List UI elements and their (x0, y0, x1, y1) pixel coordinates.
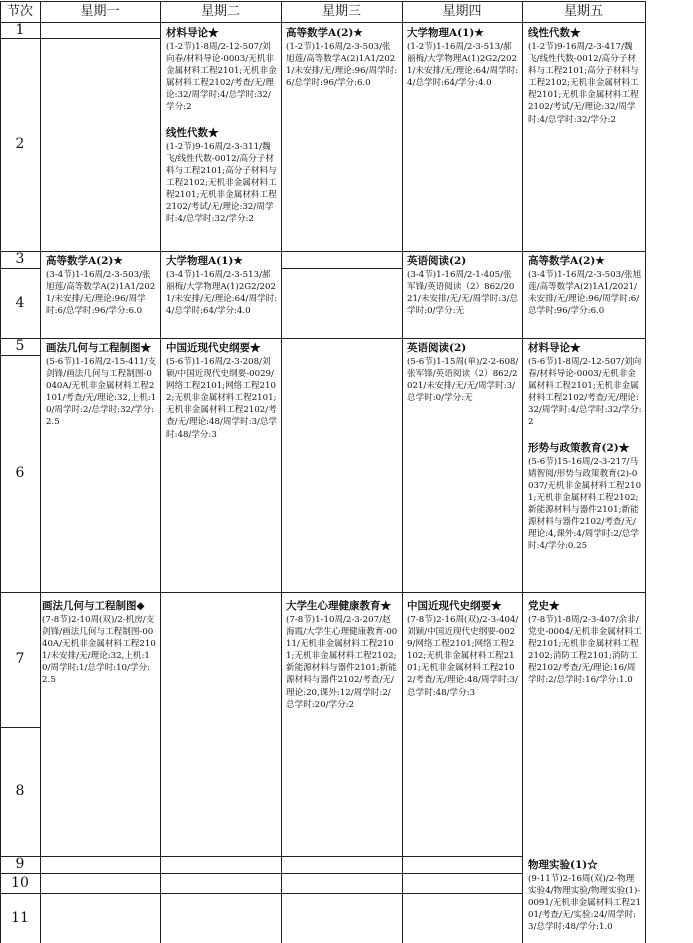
course-cell[interactable] (528, 26, 642, 248)
course-title: 物理实验(1)☆ (528, 859, 598, 871)
grid-line (40, 1, 41, 943)
course-title: 英语阅读(2) (407, 255, 467, 267)
course-cell[interactable] (286, 26, 399, 248)
course-detail: (3-4节)1-16周/2-1-405/张军锋/英语阅读（2）862/2021/未安排/无/无/周学时:3/总学时:0/学分:无 (407, 270, 519, 317)
course-title: 大学物理A(1)★ (407, 27, 484, 39)
course-detail: (7-8节)2-10周(双)/2-机房/支剑锋/画法几何与工程制图-0040A/无机非金属材料工程2101/未安排/无/理论:32,上机:10/周学时:1/总学时:10/学分:2.5 (42, 615, 156, 686)
grid-line (281, 1, 282, 943)
course-title: 画法几何与工程制图★ (46, 342, 151, 354)
course-detail: (1-2节)1-16周/2-3-503/张旭莲/高等数学A(2)1A1/2021/未安排/无/理论:96/周学时:6/总学时:96/学分:6.0 (286, 42, 398, 89)
course-cell[interactable] (166, 341, 278, 589)
course-cell[interactable] (42, 599, 156, 853)
grid-line (645, 1, 646, 943)
course-detail: (3-4节)1-16周/2-3-513/郝丽梅/大学物理A(1)2G2/2021/未安排/无/理论:64/周学时:4/总学时:64/学分:4.0 (166, 270, 278, 317)
course-detail: (7-8节)1-8周/2-3-407/余非/党史-0004/无机非金属材料工程2101;无机非金属材料工程2102;消防工程2101;消防工程2102/考查/无/理论:16/周学时:2/总学时:16/学分:1.0 (528, 615, 642, 686)
period-number: 9 (15, 856, 25, 872)
course-title: 中国近现代史纲要★ (407, 600, 502, 612)
course-detail: (1-2节)9-16周/2-3-311/魏飞/线性代数-0012/高分子材料与工程2101;高分子材料与工程2102;无机非金属材料工程2101;无机非金属材料工程2102/考试/无/理论:32/周学时:4/总学时:32/学分:2 (166, 141, 277, 225)
course-cell[interactable] (407, 254, 519, 336)
grid-line (402, 1, 403, 943)
period-number: 4 (15, 295, 25, 311)
course-title: 高等数学A(2)★ (286, 27, 363, 39)
course-title: 材料导论★ (166, 27, 219, 39)
course-cell[interactable] (166, 26, 278, 248)
period-number: 7 (15, 651, 25, 667)
grid-line (0, 873, 522, 874)
course-detail: (1-2节)9-16周/2-3-417/魏飞/线性代数-0012/高分子材料与工程2101;高分子材料与工程2102;无机非金属材料工程2101;无机非金属材料工程2102/考试/无/理论:32/周学时:4/总学时:32/学分:2 (528, 42, 639, 125)
grid-line (0, 856, 522, 857)
period-number: 6 (15, 465, 25, 481)
grid-line (0, 22, 646, 23)
period-number: 10 (11, 875, 29, 891)
course-cell[interactable] (528, 599, 642, 853)
course-title: 画法几何与工程制图◆ (42, 600, 145, 612)
course-cell[interactable] (407, 599, 519, 853)
header-wednesday: 星期三 (321, 4, 361, 19)
course-cell[interactable] (46, 254, 157, 336)
course-title: 英语阅读(2) (407, 342, 467, 354)
period-number: 8 (15, 783, 25, 799)
course-title: 线性代数★ (166, 126, 219, 139)
course-cell[interactable] (528, 341, 642, 590)
course-detail: (3-4节)1-16周/2-3-503/张旭莲/高等数学A(2)1A1/2021/未安排/无/理论:96/周学时:6/总学时:96/学分:6.0 (46, 270, 156, 317)
course-cell[interactable] (46, 341, 157, 589)
course-title: 高等数学A(2)★ (528, 255, 605, 267)
header-monday: 星期一 (80, 4, 120, 19)
period-number: 11 (11, 910, 29, 926)
grid-line (0, 893, 522, 894)
course-detail: (5-6节)1-16周/2-15-411/支剑锋/画法几何与工程制图-0040A/无机非金属材料工程2101/考查/无/理论:32,上机:10/周学时:2/总学时:32/学分:2.5 (46, 357, 157, 428)
course-cell[interactable] (528, 858, 642, 943)
course-title: 线性代数★ (528, 27, 581, 39)
grid-line (0, 251, 646, 252)
period-number: 2 (15, 136, 25, 152)
period-number: 1 (15, 22, 25, 38)
course-cell[interactable] (407, 26, 519, 248)
course-detail: (9-11节)2-16周(双)/2-物理实验4/物理实验/物理实验(1)-0091/无机非金属材料工程2101/考查/无/实验:24/周学时:3/总学时:48/学分:1.0 (528, 874, 642, 933)
course-detail: (5-6节)15-16周/2-3-217/马婧智阅/形势与政策教育(2)-0037/无机非金属材料工程2101;无机非金属材料工程2102;新能源材料与器件2101;新能源材料与器件2102/考查/无/理论:4,课外:4/周学时:2/总学时:4/学分:0.25 (528, 456, 642, 552)
course-detail: (7-8节)2-16周(双)/2-3-404/刘颖/中国近现代史纲要-0029/网络工程2101;网络工程2102;无机非金属材料工程2101;无机非金属材料工程2102/考查/无/理论:48/周学时:3/总学时:48/学分:3 (407, 615, 519, 698)
course-title: 中国近现代史纲要★ (166, 342, 261, 354)
course-title: 材料导论★ (528, 342, 581, 354)
course-detail: (1-2节)1-8周/2-12-507/刘向春/材料导论-0003/无机非金属材料工程2101;无机非金属材料工程2102/考查/无/理论:32/周学时:4/总学时:32/学分:2 (166, 42, 277, 113)
course-detail: (3-4节)1-16周/2-3-503/张旭莲/高等数学A(2)1A1/2021/未安排/无/理论:96/周学时:6/总学时:96/学分:6.0 (528, 270, 642, 317)
header-period: 节次 (6, 4, 33, 19)
period-number: 5 (15, 338, 25, 354)
header-tuesday: 星期二 (200, 4, 240, 19)
header-friday: 星期五 (563, 4, 603, 19)
course-detail: (1-2节)1-16周/2-3-513/郝丽梅/大学物理A(1)2G2/2021/未安排/无/理论:64/周学时:4/总学时:64/学分:4.0 (407, 42, 519, 89)
course-cell[interactable] (286, 599, 399, 853)
course-detail: (7-8节)1-10周/2-3-207/赵海霞/大学生心理健康教育-0011/无机非金属材料工程2101;无机非金属材料工程2102;新能源材料与器件2101;新能源材料与器件2102/考查/无/理论:20,课外:12/周学时:2/总学时:20/学分:2 (286, 615, 398, 710)
grid-line (0, 338, 646, 339)
course-title: 大学物理A(1)★ (166, 255, 243, 267)
course-cell[interactable] (528, 254, 642, 336)
course-title: 党史★ (528, 600, 560, 612)
course-title: 大学生心理健康教育★ (286, 600, 391, 612)
course-detail: (5-6节)1-15周(单)/2-2-608/张军锋/英语阅读（2）862/2021/未安排/无/无/周学时:3/总学时:0/学分:无 (407, 357, 519, 404)
course-cell[interactable] (166, 254, 278, 336)
course-detail: (5-6节)1-8周/2-12-507/刘向春/材料导论-0003/无机非金属材料工程2101;无机非金属材料工程2102/考查/无/理论:32/周学时:4/总学时:32/学分:2 (528, 357, 642, 428)
course-title: 高等数学A(2)★ (46, 255, 123, 267)
grid-line (0, 592, 646, 593)
course-detail: (5-6节)1-16周/2-3-208/刘颖/中国近现代史纲要-0029/网络工程2101;网络工程2102;无机非金属材料工程2101;无机非金属材料工程2102/考查/无/理论:48/周学时:3/总学时:48/学分:3 (166, 357, 278, 440)
course-title: 形势与政策教育(2)★ (528, 441, 630, 454)
period-number: 3 (15, 251, 25, 267)
grid-line (522, 1, 523, 943)
course-cell[interactable] (407, 341, 519, 589)
grid-line (281, 268, 402, 269)
header-thursday: 星期四 (442, 4, 482, 19)
grid-line (160, 1, 161, 943)
